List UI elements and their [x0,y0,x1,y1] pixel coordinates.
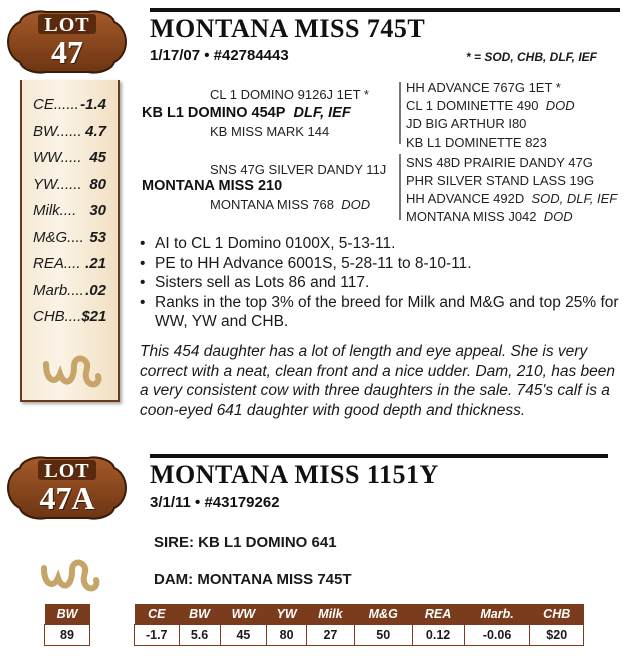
epd-cell: $20 [530,625,584,646]
title-rule [150,454,608,458]
epd-table [134,604,584,646]
epd-header: CHB [530,604,584,625]
lot-number: 47A [39,480,95,516]
birth-reg: 1/17/07 • #42784443 [150,47,289,64]
note-item: • AI to CL 1 Domino 0100X, 5-13-11. [140,234,620,254]
epd-row [22,282,114,308]
epd-row [22,308,114,334]
lot-word: LOT [44,14,90,36]
epd-header: Marb. [464,604,530,625]
epd-row [22,123,114,149]
epd-header: BW [179,604,220,625]
epd-cell: 27 [306,625,354,646]
title-rule [150,8,620,12]
epd-value: .02 [85,281,106,299]
sire-dam: KB MISS MARK 144 [210,124,330,139]
epd-value: 53 [89,228,106,246]
note-item: • Ranks in the top 3% of the breed for Milk and M&G and top 25% for WW, YW and CHB. [140,293,620,332]
epd-header: WW [220,604,267,625]
epd-label: Marb.... [33,281,84,299]
sire-sire: CL 1 DOMINO 9126J 1ET * [210,87,369,102]
description: This 454 daughter has a lot of length and eye appeal. She is very correct with a neat, clean front and a nice udder. Dam, 210, has been a very consistent cow with three daughters in the sale. 745's calf is a coon-eyed 641 daughter with good depth and thickness. [140,343,616,419]
pedigree-bracket [399,82,401,144]
epd-header: M&G [354,604,412,625]
epd-label: Milk.... [33,202,77,219]
epd-cell: 50 [354,625,412,646]
sire-line: SIRE: KB L1 DOMINO 641 [154,534,337,551]
tag-legend: * = SOD, CHB, DLF, IEF [466,50,598,64]
epd-value: .21 [85,255,106,272]
animal-name: MONTANA MISS 1151Y [150,460,439,489]
dam-sire: SNS 47G SILVER DANDY 11J [210,162,387,177]
pedigree-ancestor: HH ADVANCE 492D SOD, DLF, IEF [406,191,618,207]
epd-row [22,176,114,202]
dam: MONTANA MISS 210 [142,178,283,194]
pedigree-ancestor: PHR SILVER STAND LASS 19G [406,173,595,188]
pedigree-bracket [399,154,401,220]
epd-label: REA.... [33,255,81,272]
birth-reg: 3/1/11 • #43179262 [150,494,280,511]
epd-value: 45 [89,149,106,166]
ranch-brand-icon [40,556,100,604]
epd-cell: 5.6 [179,625,220,646]
epd-value: 4.7 [85,122,106,140]
epd-label: YW...... [33,175,82,193]
note-item: • PE to HH Advance 6001S, 5-28-11 to 8-10-11. [140,254,620,274]
bw-header: BW [45,604,90,625]
epd-cell: 80 [267,625,307,646]
epd-cell: 45 [220,625,267,646]
pedigree-ancestor: JD BIG ARTHUR I80 [406,116,527,132]
birth-weight-table [44,604,90,646]
epd-row [22,149,114,175]
note-item: • Sisters sell as Lots 86 and 117. [140,273,620,293]
pedigree-ancestor: SNS 48D PRAIRIE DANDY 47G [406,154,593,170]
lot-badge [2,454,132,522]
pedigree-ancestor: MONTANA MISS J042 DOD [406,209,573,225]
epd-row [22,229,114,255]
epd-label: CE...... [33,96,79,113]
epd-value: 80 [89,175,106,193]
epd-label: WW..... [33,149,82,166]
epd-row [22,96,114,122]
epd-label: BW...... [33,122,82,140]
pedigree-ancestor: CL 1 DOMINETTE 490 DOD [406,98,575,114]
dam-line: DAM: MONTANA MISS 745T [154,571,352,588]
epd-header: YW [267,604,307,625]
epd-value: 30 [89,202,106,219]
lot-badge [2,8,132,76]
lot-number: 47 [51,34,83,70]
epd-cell: -0.06 [464,625,530,646]
notes-list [140,234,620,332]
epd-header: REA [412,604,464,625]
epd-value: $21 [81,308,107,325]
epd-value: -1.4 [80,96,106,113]
epd-cell: -1.7 [135,625,180,646]
pedigree-ancestor: HH ADVANCE 767G 1ET * [406,80,561,95]
epd-header: Milk [306,604,354,625]
pedigree-ancestor: KB L1 DOMINETTE 823 [406,134,547,150]
epd-header: CE [135,604,180,625]
sire: KB L1 DOMINO 454P DLF, IEF [142,105,351,121]
ranch-brand-icon [42,352,102,400]
epd-cell: 0.12 [412,625,464,646]
epd-row [22,202,114,228]
dam-dam: MONTANA MISS 768 DOD [210,197,371,212]
epd-label: M&G.... [33,228,84,246]
lot-word: LOT [44,460,90,482]
bw-value: 89 [45,625,90,646]
animal-name: MONTANA MISS 745T [150,14,426,43]
epd-label: CHB.... [33,308,82,325]
epd-row [22,255,114,281]
